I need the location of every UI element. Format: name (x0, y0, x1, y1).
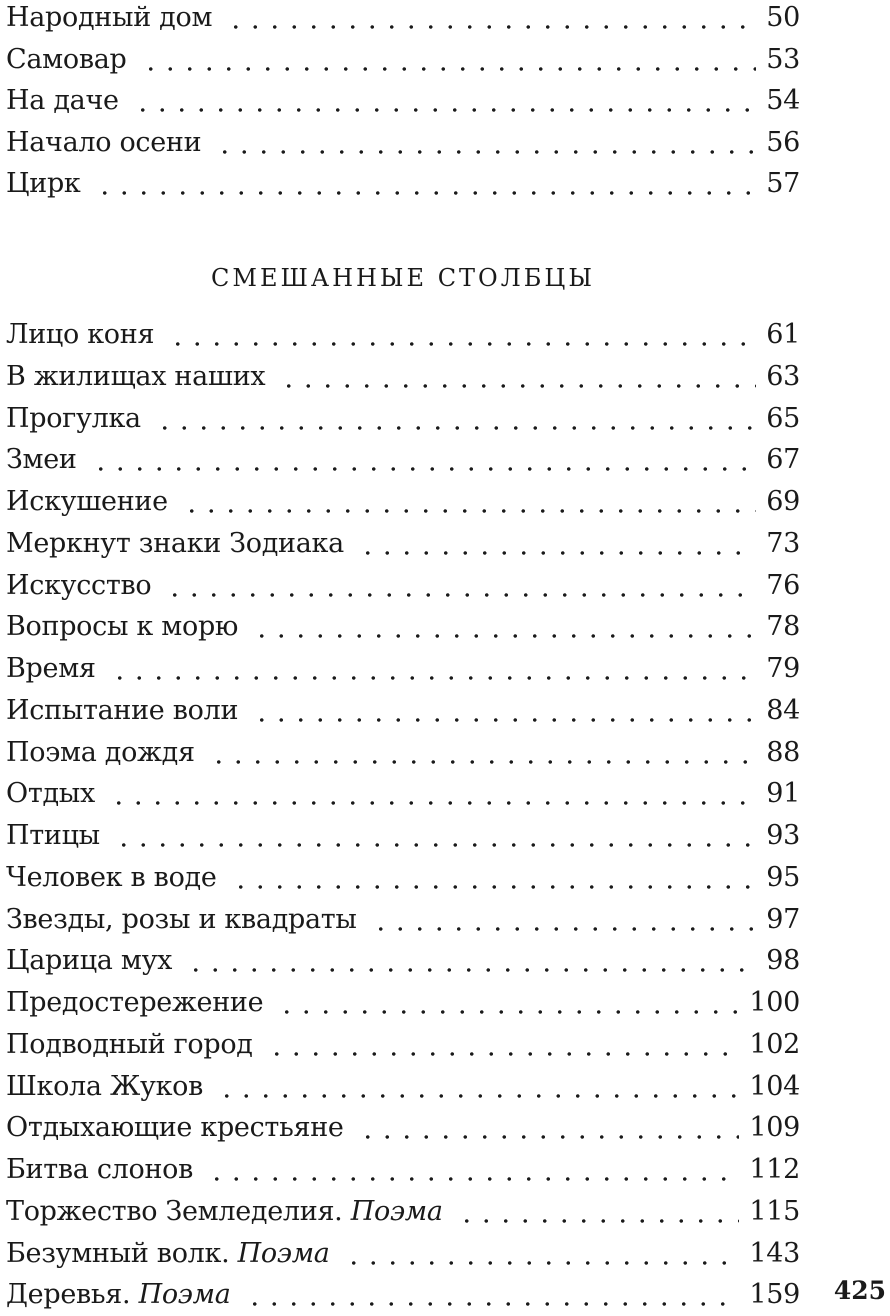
toc-entry-title (6, 982, 263, 1024)
toc-entry-page: 65 (766, 403, 800, 434)
toc-entry-page: 69 (766, 486, 800, 517)
toc-entry (6, 1233, 800, 1275)
toc-entry-title (6, 163, 81, 205)
toc-entry (6, 732, 800, 774)
toc-entry-title-text: Время (6, 653, 96, 684)
dot-leader (141, 67, 757, 71)
toc-entry-title-text: Царица мух (6, 945, 173, 976)
toc-entry (6, 982, 800, 1024)
toc-entry-title (6, 0, 212, 39)
toc-entry-page: 93 (766, 820, 800, 851)
toc-entry-title (6, 940, 172, 982)
toc-entry-title (6, 899, 357, 941)
toc-entry (6, 398, 800, 440)
dot-leader (91, 467, 757, 471)
toc-entry (6, 356, 800, 398)
dot-leader (109, 801, 756, 805)
toc-entry-title-text: Подводный город (6, 1029, 253, 1060)
toc-entry-title (6, 1107, 344, 1149)
toc-entry-title (6, 39, 127, 81)
toc-entry-title (6, 690, 238, 732)
toc-entry-title (6, 80, 119, 122)
toc-entry-title (6, 606, 238, 648)
page-number: 425 (833, 1276, 886, 1305)
toc-entry-title (6, 773, 95, 815)
toc-entry-page: 56 (766, 127, 800, 158)
toc-entry-title-text: Народный дом (6, 2, 213, 33)
toc-entry-title (6, 732, 195, 774)
toc-entry (6, 163, 800, 205)
toc-entry (6, 80, 800, 122)
dot-leader (133, 108, 757, 112)
toc-entry-title-text: Вопросы к морю (6, 611, 239, 642)
toc-entry-title-text: Безумный волк. (6, 1238, 230, 1269)
toc-entry-title-text: Цирк (6, 168, 81, 199)
toc-entry-title (6, 481, 168, 523)
toc-entry-subtitle: Поэма (138, 1279, 231, 1310)
toc-entry-title-text: Лицо коня (6, 319, 155, 350)
toc-entry-title (6, 815, 100, 857)
toc-entry (6, 1191, 800, 1233)
dot-leader (277, 1010, 739, 1014)
toc-entry (6, 648, 800, 690)
toc-entry-title (6, 1233, 330, 1275)
toc-entry-page: 143 (749, 1238, 800, 1269)
toc-entry-page: 63 (766, 361, 800, 392)
dot-leader (182, 509, 756, 513)
dot-leader (95, 191, 757, 195)
toc-entry-page: 79 (766, 653, 800, 684)
toc-entry-title (6, 356, 265, 398)
toc-entry-page: 115 (749, 1196, 800, 1227)
toc-entry-title-text: Отдых (6, 778, 95, 809)
toc-entry (6, 439, 800, 481)
toc-entry-title-text: Торжество Земледелия. (6, 1196, 343, 1227)
toc-entry-page: 73 (766, 528, 800, 559)
toc-entry (6, 314, 800, 356)
toc-entry-page: 100 (749, 987, 800, 1018)
toc-entry-title-text: В жилищах наших (6, 361, 266, 392)
toc-entry (6, 940, 800, 982)
dot-leader (168, 342, 756, 346)
toc-entry-page: 159 (749, 1279, 800, 1310)
toc-entry-title-text: Школа Жуков (6, 1071, 204, 1102)
toc-entry-page: 112 (749, 1154, 800, 1185)
toc-entry-title-text: Битва слонов (6, 1154, 194, 1185)
toc-entry (6, 690, 800, 732)
toc-entry (6, 899, 800, 941)
toc-entry-title-text: Звезды, розы и квадраты (6, 904, 357, 935)
dot-leader (207, 1177, 739, 1181)
toc-entry-page: 84 (766, 695, 800, 726)
toc-entry-title (6, 439, 77, 481)
toc-entry-title (6, 648, 96, 690)
toc-entry (6, 815, 800, 857)
dot-leader (114, 843, 756, 847)
toc-entry-title-text: Человек в воде (6, 862, 217, 893)
toc-entry-title-text: Искусство (6, 570, 152, 601)
dot-leader (215, 150, 756, 154)
toc-entry-title (6, 1274, 231, 1316)
dot-leader (217, 1094, 739, 1098)
toc-entry-page: 91 (766, 778, 800, 809)
toc-entry-page: 102 (749, 1029, 800, 1060)
toc-entry-title-text: Самовар (6, 44, 127, 75)
toc-entry (6, 523, 800, 565)
dot-leader (279, 384, 756, 388)
dot-leader (371, 927, 757, 931)
dot-leader (252, 634, 756, 638)
toc-entry-title-text: Змеи (6, 444, 77, 475)
toc-entry-title (6, 398, 141, 440)
toc-entry-page: 98 (766, 945, 800, 976)
section-heading: СМЕШАННЫЕ СТОЛБЦЫ (211, 264, 595, 292)
toc-entry-title (6, 857, 217, 899)
dot-leader (358, 551, 756, 555)
dot-leader (209, 760, 757, 764)
toc-entry-page: 53 (766, 44, 800, 75)
toc-entry-title (6, 1149, 193, 1191)
toc-entry-title-text: Искушение (6, 486, 168, 517)
toc-entry-title-text: Поэма дождя (6, 737, 195, 768)
dot-leader (231, 885, 757, 889)
toc-entry-title-text: Прогулка (6, 403, 141, 434)
toc-entry-title-text: Деревья. (6, 1279, 131, 1310)
toc-entry-page: 61 (766, 319, 800, 350)
toc-entry-page: 109 (749, 1112, 800, 1143)
toc-entry-page: 95 (766, 862, 800, 893)
toc-entry (6, 606, 800, 648)
toc-entry-page: 67 (766, 444, 800, 475)
toc-entry-page: 88 (766, 737, 800, 768)
toc-entry-subtitle: Поэма (350, 1196, 443, 1227)
toc-entry-title (6, 523, 344, 565)
toc-entry (6, 773, 800, 815)
toc-entry-title (6, 122, 201, 164)
dot-leader (252, 718, 756, 722)
toc-entry-title-text: Начало осени (6, 127, 202, 158)
toc-entry-title-text: Отдыхающие крестьяне (6, 1112, 344, 1143)
toc-entry-title (6, 565, 151, 607)
toc-entry-page: 76 (766, 570, 800, 601)
dot-leader (110, 676, 757, 680)
dot-leader (226, 25, 756, 29)
toc-entry (6, 1107, 800, 1149)
toc-entry-page: 97 (766, 904, 800, 935)
toc-entry-title (6, 1024, 253, 1066)
toc-entry (6, 857, 800, 899)
toc-entry-subtitle: Поэма (237, 1238, 330, 1269)
dot-leader (344, 1261, 740, 1265)
toc-entry-page: 57 (766, 168, 800, 199)
dot-leader (267, 1052, 740, 1056)
toc-entry (6, 481, 800, 523)
toc-entry (6, 0, 800, 39)
toc-entry-title (6, 314, 154, 356)
dot-leader (457, 1219, 740, 1223)
dot-leader (155, 426, 756, 430)
toc-entry-title-text: На даче (6, 85, 119, 116)
toc-entry (6, 122, 800, 164)
dot-leader (165, 593, 756, 597)
toc-entry (6, 39, 800, 81)
dot-leader (186, 968, 756, 972)
toc-entry-page: 50 (766, 2, 800, 33)
toc-entry (6, 1066, 800, 1108)
toc-entry-title-text: Предостережение (6, 987, 264, 1018)
toc-entry-title-text: Птицы (6, 820, 100, 851)
dot-leader (245, 1302, 740, 1306)
toc-entry-page: 104 (749, 1071, 800, 1102)
toc-entry-title (6, 1066, 203, 1108)
toc-entry (6, 1024, 800, 1066)
toc-entry-page: 78 (766, 611, 800, 642)
toc-entry (6, 565, 800, 607)
toc-entry (6, 1149, 800, 1191)
dot-leader (358, 1135, 740, 1139)
toc-entry-title-text: Испытание воли (6, 695, 239, 726)
toc-entry (6, 1274, 800, 1316)
toc-entry-page: 54 (766, 85, 800, 116)
toc-entry-title (6, 1191, 443, 1233)
toc-entry-title-text: Меркнут знаки Зодиака (6, 528, 344, 559)
